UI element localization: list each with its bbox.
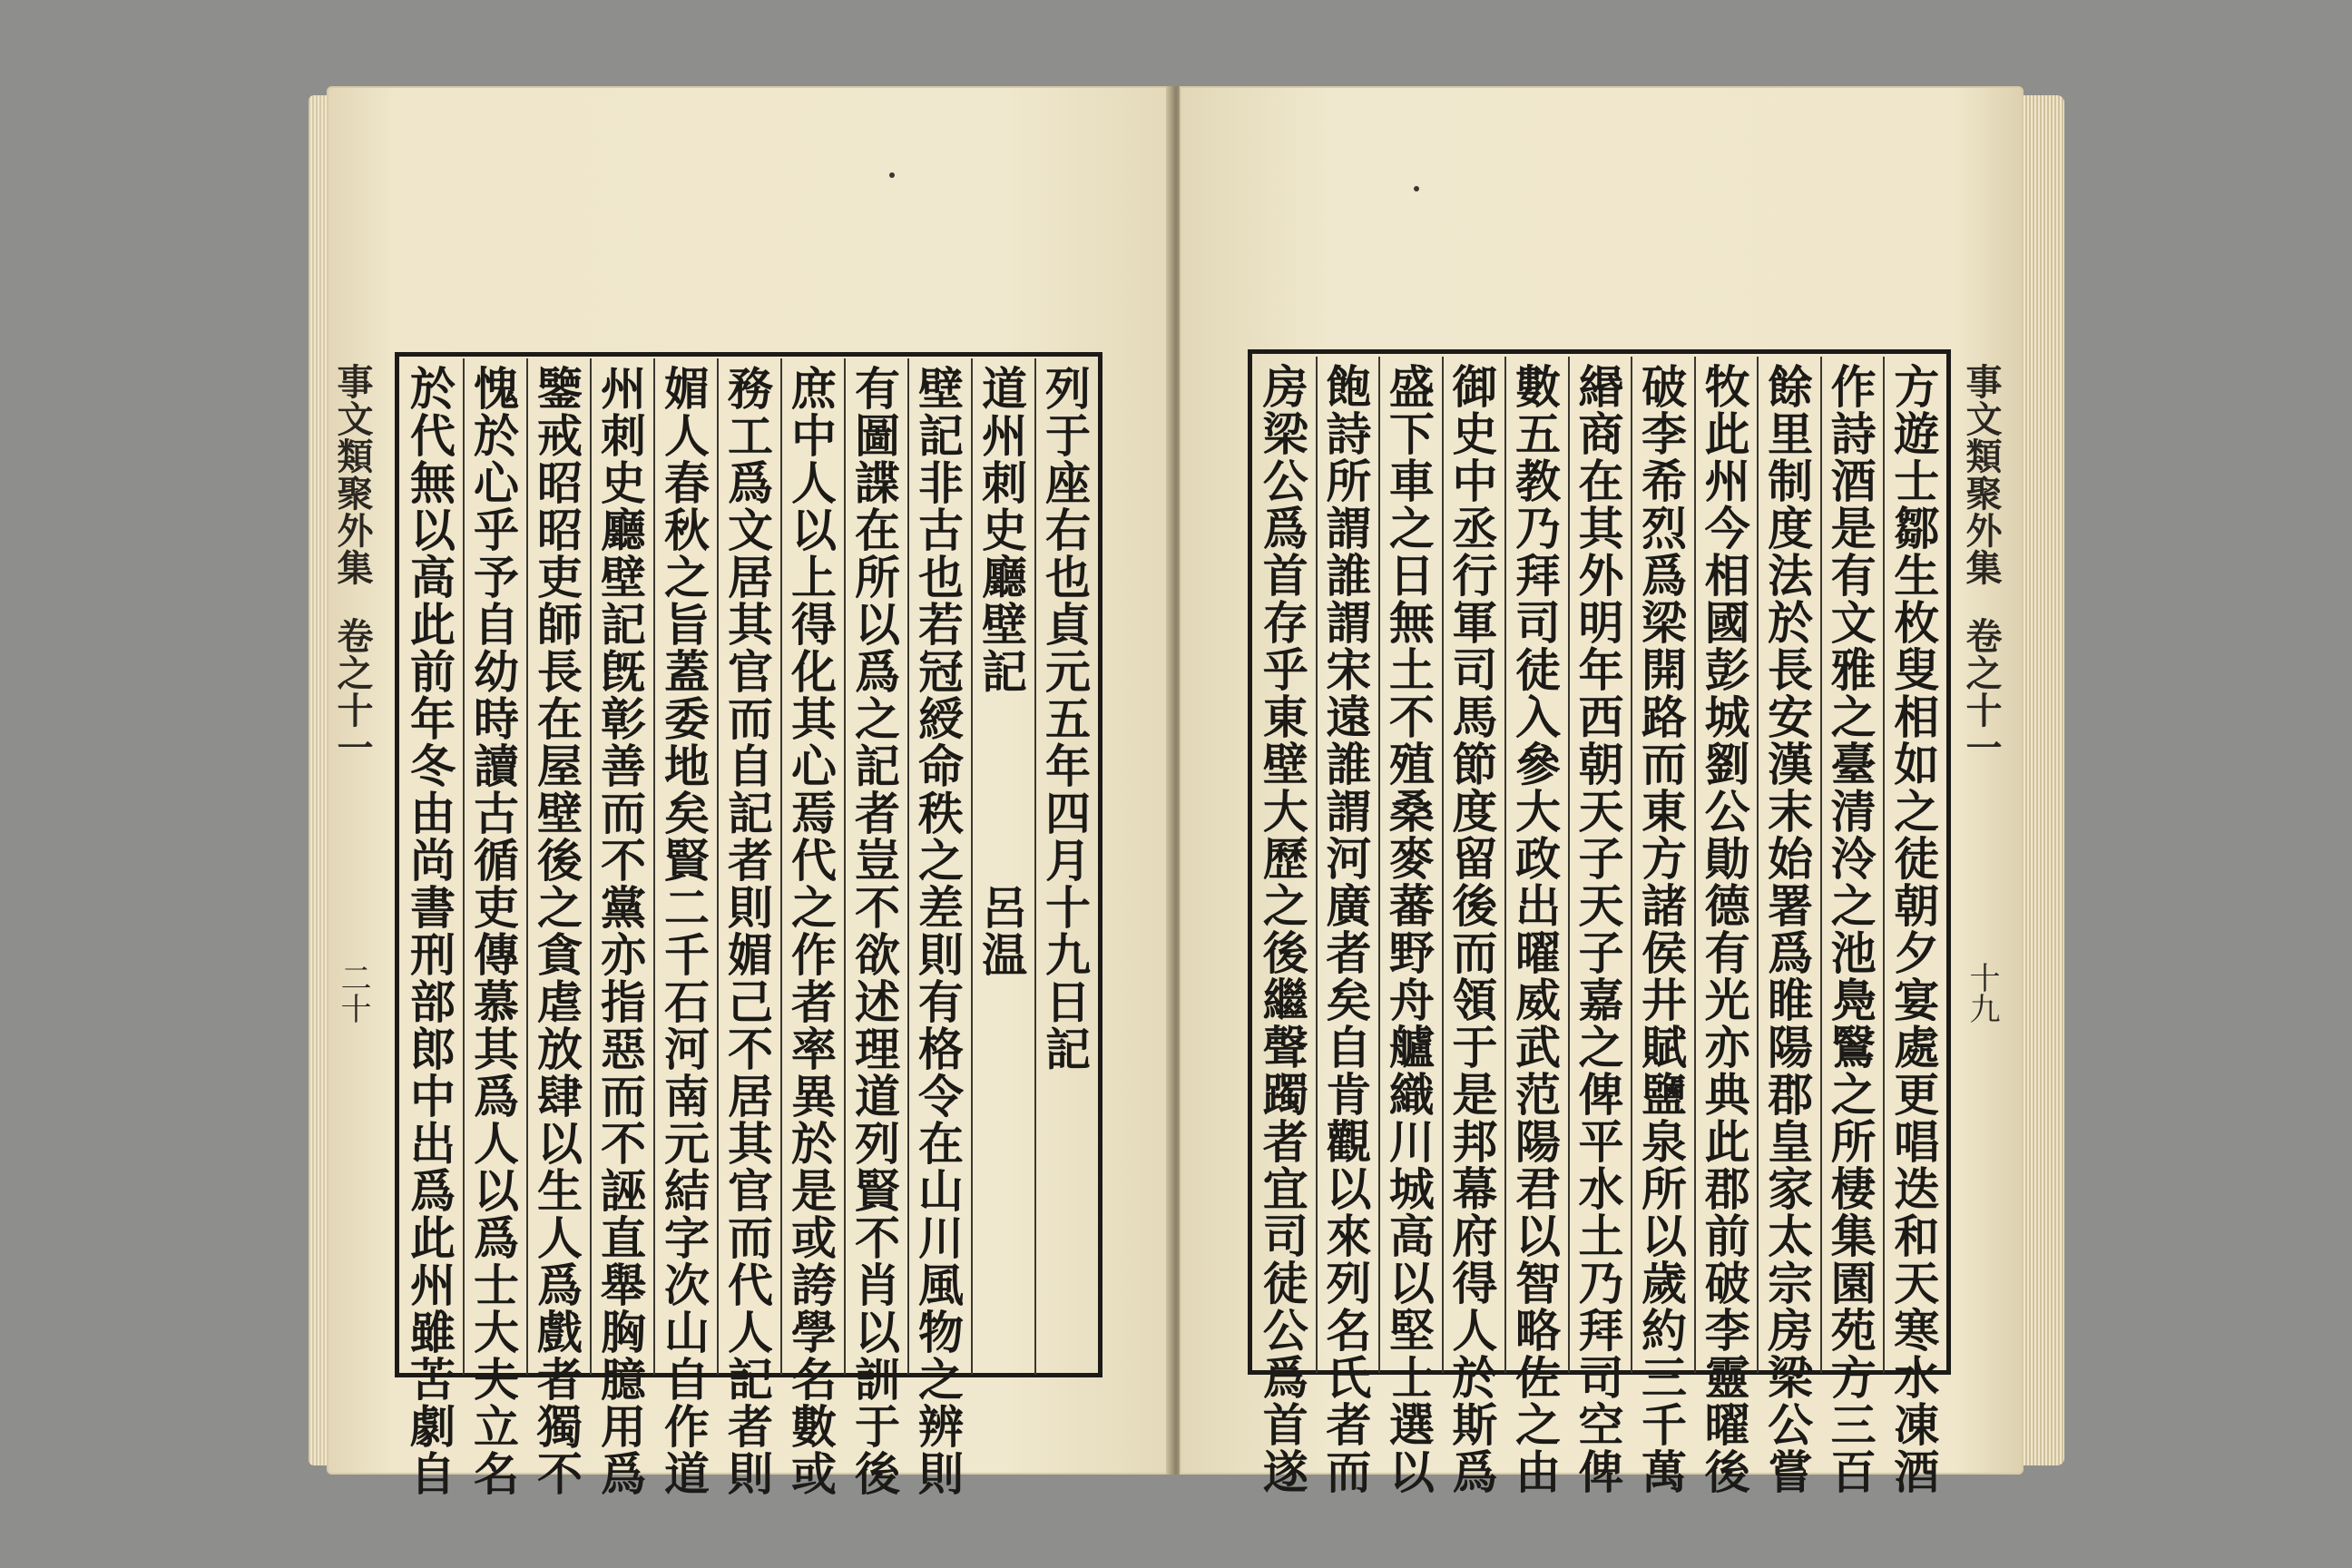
left-text-column: 庶中人以上得化其心焉代之作者率異於是或誇學名數或 [784, 365, 838, 1497]
column-rule [1631, 357, 1632, 1373]
column-rule [1568, 357, 1570, 1373]
column-rule [971, 358, 973, 1375]
left-text-column: 鑒戒昭昭吏師長在屋壁後之貪虐放肆以生人爲戲者獨不 [530, 365, 583, 1497]
left-text-column: 列于座右也貞元五年四月十九日記 [1038, 365, 1092, 1073]
left-text-column: 務工爲文居其官而自記者則媚己不居其官而代人記者則 [720, 365, 774, 1497]
right-page-edges [2024, 95, 2064, 1465]
right-text-column: 數五教乃拜司徒入參大政出曜威武范陽君以智略佐之由 [1507, 363, 1562, 1495]
right-text-column: 盛下車之日無土不殖桑麥蕃野舟艫織川城高以堅士選以 [1381, 363, 1436, 1495]
right-text-column: 方遊士鄒生枚叟相如之徒朝夕宴處更唱迭和天寒水凍酒 [1886, 363, 1941, 1495]
column-rule [1694, 357, 1696, 1373]
left-spine-title: 事文類聚外集 [331, 363, 374, 586]
column-rule [526, 358, 528, 1375]
right-volume-label: 卷之十一 [1960, 617, 2003, 766]
column-rule [1883, 357, 1885, 1373]
right-spine-title: 事文類聚外集 [1960, 363, 2003, 586]
right-text-column: 緡商在其外明年西朝天子天子嘉之俾平水土乃拜司空俾 [1571, 363, 1625, 1495]
left-text-column: 於代無以高此前年冬由尚書刑部郎中出爲此州雖苦劇自 [403, 365, 456, 1497]
right-text-column: 餘里制度法於長安漢末始署爲睢陽郡皇家太宗房梁公嘗 [1760, 363, 1815, 1495]
left-page-number: 二十 [335, 962, 371, 1024]
column-rule [907, 358, 909, 1375]
column-rule [844, 358, 846, 1375]
column-rule [653, 358, 655, 1375]
column-rule [1378, 357, 1380, 1373]
column-rule [1820, 357, 1822, 1373]
right-page-number: 十九 [1964, 962, 2000, 1024]
left-volume-label: 卷之十一 [331, 617, 374, 766]
left-text-column: 壁記非古也若冠綬命秩之差則有格令在山川風物之辨則 [911, 365, 965, 1497]
ink-spot [889, 172, 895, 178]
column-rule [590, 358, 592, 1375]
column-rule [780, 358, 782, 1375]
right-text-column: 飽詩所謂誰謂宋遠誰謂河廣者矣自肯觀以來列名氏者而 [1318, 363, 1373, 1495]
right-text-column: 作詩酒是有文雅之臺清泠之池鳧鷖之所棲集園苑方三百 [1823, 363, 1877, 1495]
right-text-column: 破李希烈爲梁開路而東方諸侯井賦鹽泉所以歲約三千萬 [1634, 363, 1689, 1495]
left-text-column: 有圖諜在所以爲之記者豈不欲述理道列賢不肖以訓于後 [848, 365, 901, 1497]
left-text-column: 道州刺史廳壁記 呂温 [975, 365, 1028, 978]
column-rule [463, 358, 465, 1375]
left-text-column: 媚人春秋之旨蓋委地矣賢二千石河南元結字次山自作道 [657, 365, 710, 1497]
left-text-column: 州刺史廳壁記旣彰善而不黨亦指惡而不誣直舉胸臆用爲 [593, 365, 647, 1497]
column-rule [1034, 358, 1036, 1375]
right-text-column: 房梁公爲首存乎東壁大歷之後繼聲躅者宜司徒公爲首遂 [1255, 363, 1309, 1495]
column-rule [1316, 357, 1318, 1373]
column-rule [717, 358, 719, 1375]
left-text-column: 愧於心乎予自幼時讀古循吏傳慕其爲人以爲士大夫立名 [466, 365, 520, 1497]
right-text-column: 牧此州今相國彭城劉公勛德有光亦典此郡前破李靈曜後 [1697, 363, 1751, 1495]
right-text-column: 御史中丞行軍司馬節度留後而領于是邦幕府得人於斯爲 [1445, 363, 1499, 1495]
column-rule [1442, 357, 1444, 1373]
ink-spot [1414, 186, 1419, 191]
column-rule [1504, 357, 1506, 1373]
column-rule [1757, 357, 1759, 1373]
